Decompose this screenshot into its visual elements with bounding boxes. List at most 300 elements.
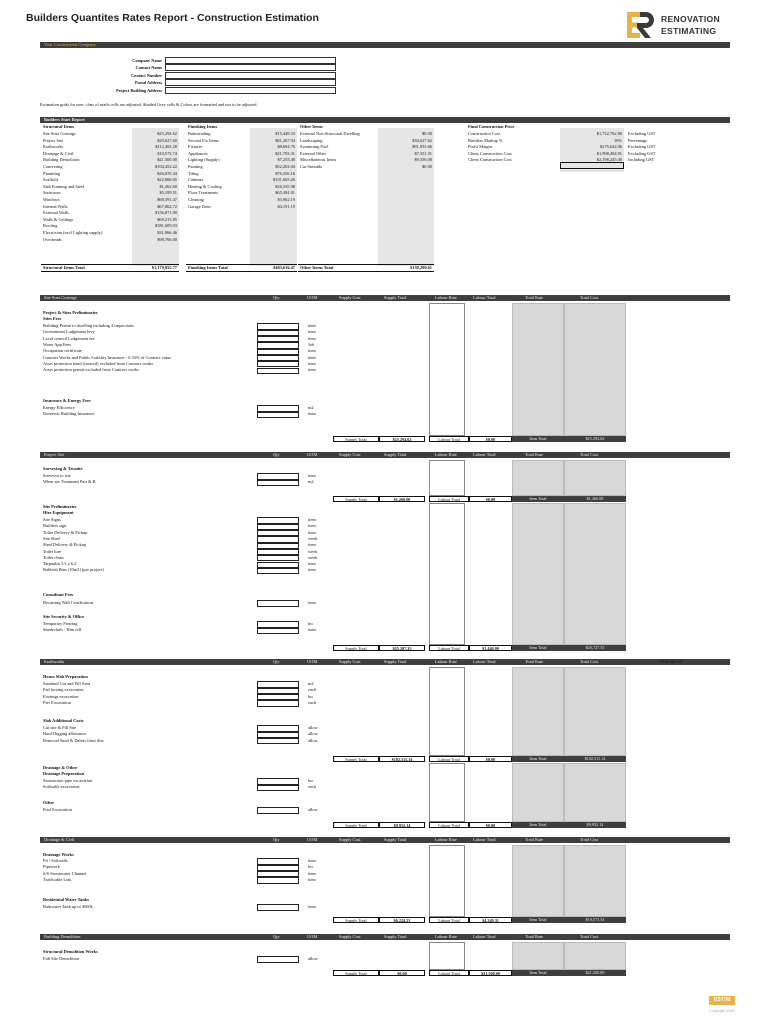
contact-name-input[interactable] [165,64,336,71]
labour-total-value: $0.00 [469,756,512,762]
summary-item-label: Garage Door [188,203,211,209]
line-item-description: Rainwater Tank up to 3000L [43,904,94,909]
summary-item-label: Slab Framing and Steel [43,183,85,189]
total-cost-column [564,763,626,822]
subsection-heading: Structural Demolition Works [43,949,98,954]
summary-item-label: Client Construction Cost [468,150,512,156]
summary-item-value: $81,267.94 [275,137,295,143]
line-item-uom: allow [308,807,318,812]
summary-item-value: $275,642.06 [600,144,622,150]
line-item-uom: item [308,529,316,535]
line-item-uom: item [308,411,316,417]
labour-total-label: Labour Total [429,645,469,651]
section-header-bar [40,934,730,940]
supply-total-label: Supply Total [333,917,379,923]
company-name-row [40,57,300,64]
supply-total-value: $9,952.14 [379,822,425,828]
summary-item-value: $101,665.26 [273,177,295,183]
line-item-description: Toilet clean [43,554,64,560]
summary-item-value: $4,191.19 [277,203,295,209]
summary-item-value: $31,866.46 [157,230,177,235]
line-item-description: Government Lodgement levy [43,329,95,335]
line-item-description: Toilet Delivery & Pickup [43,529,88,535]
column-header-supply-cost: Supply Cost [339,295,361,300]
line-item-uom: lm [308,864,313,870]
item-total-value: $102,511.14 [564,756,626,762]
section-name: Drainage & Civil [44,837,75,842]
column-header-labour-rate: Labour Rate [435,452,457,457]
column-header-supply-total: Supply Total [384,452,407,457]
summary-item-label: Lighting (Supply) [188,157,220,163]
line-item-uom: week [308,554,318,560]
summary-column-header: Other Items [300,124,323,129]
quantity-input[interactable] [257,368,299,374]
project-address-row [40,87,300,94]
supply-total-value: $6,224.23 [379,917,425,923]
column-header-supply-cost: Supply Cost [339,659,361,664]
summary-item-value: $29,627.60 [157,137,177,143]
section-name: Earthworks [44,659,65,664]
summary-item-value: $91,953.66 [412,144,432,150]
column-header-uom: UOM [307,934,318,939]
summary-item-label: Construction Cost [468,131,500,136]
line-item-description: Recurring Wall Certification [43,600,94,605]
column-header-supply-total: Supply Total [384,295,407,300]
line-item-description: Site Shed [43,535,60,541]
field-label: Postal Address [134,80,162,86]
summary-item-tax-note: Percentage [628,137,648,143]
line-item-uom: lm [308,778,313,783]
labour-total-value: $1,440.00 [469,645,512,651]
summary-item-label: Second Fix Items [188,137,219,143]
item-total-value: $26,727.35 [564,645,626,651]
summary-item-label: Building Demolition [43,157,80,163]
line-item-uom: item [308,348,316,354]
line-item-uom: item [308,870,316,876]
company-name-input[interactable] [165,57,336,64]
section-header-bar [40,659,730,665]
summary-item-label: External Other [300,150,326,156]
summary-item-label: Miscellaneous Items [300,157,337,163]
summary-item-tax-note: Excluding GST [628,150,656,156]
footer-logo: ESTIM [709,996,735,1005]
line-item-uom: item [308,329,316,335]
supply-total-value: $25,207.35 [379,645,425,651]
summary-item-value: $21,500.00 [157,157,177,163]
field-label: Contact Number [131,72,162,78]
supply-total-label: Supply Total [333,496,379,502]
summary-item-label: Windows [43,197,60,202]
summary-item-value: $1,722,762.86 [596,131,622,136]
summary-item-label: Cleaning [188,197,204,202]
client-bar-label: Your Construction Company [44,42,96,47]
column-header-supply-cost: Supply Cost [339,837,361,842]
line-item-description: Removal Sand & Debris from Site [43,737,104,743]
summary-column-header: Structural Items [43,124,75,129]
quantity-input[interactable] [257,785,299,791]
line-item-uom: allow [308,737,318,743]
line-item-uom: each [308,687,317,693]
summary-column-header: Final Construction Price [468,124,515,129]
line-item-uom: lm [308,693,313,699]
column-header-labour-rate: Labour Rate [435,934,457,939]
line-item-description: Shed Delivery & Pickup [43,542,87,548]
summary-item-label: Scaffold [43,177,58,183]
summary-item-value: $0.00 [422,164,432,169]
labour-total-label: Labour Total [429,970,469,976]
summary-item-label: Balustrading [188,131,211,136]
quantity-input[interactable] [257,480,299,486]
summary-item-label: Swimming Pool [300,144,329,150]
line-item-description: Pier Excavation [43,699,71,705]
column-header-qty: Qty [273,295,280,300]
summary-item-value: $21,793.31 [275,150,295,156]
item-total-value: $1,260.00 [564,496,626,502]
line-item-uom: m2 [308,479,314,485]
summary-item-value: $30,627.62 [412,137,432,143]
column-header-total-rate: Total Rate [525,659,544,664]
summary-item-value: $68,591.47 [157,197,177,202]
total-rate-column [512,503,564,645]
item-total-label: Item Total [512,436,564,442]
line-item-description: Stormwater pipe excavation [43,778,93,783]
subsection-heading: House Slab Preparation [43,674,88,679]
column-header-labour-total: Labour Total [473,452,496,457]
field-label: Project Building Address [116,87,162,93]
summary-item-label: Earthworks [43,144,64,150]
line-item-description: Toilet hire [43,548,62,554]
total-rate-column [512,460,564,496]
summary-item-value: $1,998,404.91 [596,150,622,156]
section-name: Project Site [44,452,65,457]
summary-item-label: Roofing [43,223,58,229]
line-item-uom: lm [308,621,313,626]
subsection-heading: Drainage & Other [43,765,78,770]
summary-total-value: $463,616.47 [273,265,295,270]
item-total-value: $9,952.14 [564,822,626,828]
summary-item-label: Heating & Cooling [188,183,222,189]
line-item-description: Water App Fees [43,341,71,347]
summary-item-value: $7,351.31 [414,150,432,156]
column-header-total-cost: Total Cost [580,659,599,664]
supply-total-value: $1,260.00 [379,496,425,502]
supply-total-label: Supply Total [333,436,379,442]
client-bar [40,42,730,48]
line-item-description: Pipework [43,864,60,870]
section-header-bar [40,837,730,843]
quantity-input[interactable] [257,877,299,883]
quantity-input[interactable] [257,956,299,962]
column-header-uom: UOM [307,659,318,664]
total-rate-column [512,763,564,822]
column-header-qty: Qty [273,452,280,457]
line-item-description: Contract Works and Public Liability Insurance - 0.33% of Contract value [43,354,172,360]
summary-item-label: Concreting [43,164,63,169]
summary-item-value: $76,356.16 [275,170,295,176]
column-header-uom: UOM [307,295,318,300]
summary-total-label: Structural Items Total [43,265,85,270]
column-header-labour-rate: Labour Rate [435,837,457,842]
labour-total-label: Labour Total [429,756,469,762]
labour-rate-column [429,942,465,970]
line-item-uom: item [308,360,316,366]
section-name: Building Demolition [44,934,81,939]
item-total-label: Item Total [512,496,564,502]
subsection-heading: Insurance & Energy Fees [43,398,91,403]
labour-total-value: $0.00 [469,436,512,442]
line-item-uom: item [308,627,316,633]
subsection-heading: Surveying & Termite [43,466,83,471]
line-item-description: Standard Cut and Fill Area [43,681,91,686]
column-header-labour-total: Labour Total [473,837,496,842]
column-header-total-cost: Total Cost [580,837,599,842]
line-item-uom: allow [308,731,318,737]
item-total-value: $10,573.54 [564,917,626,923]
line-item-uom: week [308,535,318,541]
summary-item-value: $1,262.60 [159,183,177,189]
summary-item-label: Landscaping [300,137,323,143]
summary-item-value: $15,448.33 [275,131,295,136]
total-rate-column [512,303,564,436]
summary-item-label: Car Simulda [300,164,323,169]
line-item-uom: item [308,367,316,373]
summary-item-tax-note: Excluding GST [628,144,656,150]
summary-item-label: Overheads [43,236,62,242]
total-line [41,271,179,272]
labour-total-value: $0.00 [469,822,512,828]
summary-item-value: $381,609.93 [155,223,177,229]
summary-item-value: $25,294.62 [157,131,177,136]
column-header-total-rate: Total Rate [525,295,544,300]
line-item-uom: allow [308,725,318,730]
line-item-uom: m2 [308,405,314,410]
column-header-labour-rate: Labour Rate [435,295,457,300]
line-item-description: Surveyor to site [43,473,71,478]
labour-rate-column [429,503,465,645]
summary-item-label: Fixtures [188,144,203,150]
subsection-heading: Residential Water Tanks [43,897,89,902]
column-header-total-cost: Total Cost [580,452,599,457]
line-item-uom: each [308,699,317,705]
line-item-description: Site Signs [43,517,61,522]
logo-line2: ESTIMATING [661,26,717,36]
section-name: Site Start Costings [44,295,77,300]
report-title: Builders Quantites Rates Report - Construction Estimation [26,12,319,24]
final-price-highlight [560,162,624,169]
column-header-supply-total: Supply Total [384,837,407,842]
labour-rate-column [429,845,465,917]
contact-number-input[interactable] [165,72,336,79]
line-item-description: Asset protection permit excluded from Contract works [43,367,139,373]
summary-item-value: $26,870.44 [157,170,177,176]
field-label: Contact Name [135,65,162,71]
project-address-input[interactable] [165,87,336,94]
subsection-heading: Sites Fees [43,316,62,321]
column-header-supply-cost: Supply Cost [339,452,361,457]
summary-item-value: $104,452.22 [155,164,177,169]
contact-number-row [40,72,300,79]
supply-total-value: $0.00 [379,970,425,976]
line-item-description: Shadecloth - 30m roll [43,627,82,633]
total-line [298,271,434,272]
summary-bar-label: Builders Start Report [44,117,85,122]
line-item-description: Full Site Demolition [43,956,80,961]
line-item-uom: m2 [308,681,314,686]
quantity-input[interactable] [257,412,299,418]
line-item-uom: item [308,561,316,567]
summary-item-value: $156,871.00 [155,210,177,216]
summary-item-label: Floor Treatments [188,190,219,196]
total-rate-column [512,845,564,917]
summary-item-label: External Walls [43,210,69,216]
summary-item-value: $65,384.01 [275,190,295,196]
line-item-description: Occupation certificate [43,348,82,354]
line-item-uom: item [308,600,316,605]
quantity-input[interactable] [257,807,299,813]
summary-column-header: Finishing Items [188,124,218,129]
summary-total-value: $1,179,855.77 [151,265,177,270]
subsection-heading: Project & Sites Preliminaries [43,310,98,315]
supply-total-value: $102,511.14 [379,756,425,762]
line-item-description: Hard Digging allowance [43,731,87,737]
total-rate-column [512,942,564,970]
company-logo [625,9,730,41]
line-item-description: Soilwalls excavation [43,784,80,790]
total-cost-column [564,460,626,496]
line-item-description: Pad footing excavation [43,687,84,693]
summary-item-value: $5,199.51 [159,190,177,196]
line-item-uom: item [308,323,316,328]
summary-item-value: $3,962.19 [277,197,295,202]
line-item-uom: item [308,335,316,341]
quantity-input[interactable] [257,904,299,910]
item-total-label: Item Total [512,970,564,976]
item-total-value: $21,500.00 [564,970,626,976]
section-header-bar [40,452,730,458]
line-item-uom: allow [308,956,318,961]
summary-item-label: Drainage & Civil [43,150,74,156]
subsection-heading: Site Security & Office [43,614,85,619]
summary-item-label: Builders Markup % [468,137,503,143]
quantity-input[interactable] [257,568,299,574]
summary-item-label: Tiling [188,170,199,176]
summary-item-tax-note: Excluding GST [628,131,656,136]
summary-item-label: Plumbing [43,170,61,176]
summary-item-value: $52,263.04 [275,164,295,169]
summary-item-label: Electrician (excl Lighting supply) [43,230,103,235]
line-item-uom: item [308,473,316,478]
summary-item-label: Cabinets [188,177,204,183]
line-item-uom: item [308,876,316,882]
summary-item-label: Project Site [43,137,64,143]
column-header-labour-rate: Labour Rate [435,659,457,664]
supply-total-label: Supply Total [333,756,379,762]
contact-name-row [40,64,300,71]
column-header-total-rate: Total Rate [525,452,544,457]
line-item-description: Energy Efficiency [43,405,75,410]
labour-total-label: Labour Total [429,917,469,923]
summary-item-label: Painting [188,164,203,169]
line-item-description: Domestic Building Insurance [43,411,95,417]
line-item-uom: item [308,567,316,573]
subsection-heading: Other [43,800,55,805]
line-item-uom: each [308,784,317,790]
quantity-input[interactable] [257,700,299,706]
total-cost-column [564,667,626,756]
column-header-supply-total: Supply Total [384,934,407,939]
line-item-uom: item [308,354,316,360]
quantity-input[interactable] [257,600,299,606]
summary-item-label: Staircases [43,190,61,196]
summary-item-value: $9,356.00 [414,157,432,163]
line-item-uom: item [308,517,316,522]
summary-item-label: Appliances [188,150,208,156]
column-header-supply-total: Supply Total [384,659,407,664]
supply-total-value: $25,294.62 [379,436,425,442]
line-item-description: Footings excavation [43,693,79,699]
line-item-description: Local council Lodgement fee [43,335,95,341]
postal-address-row [40,79,300,86]
labour-total-value: $4,349.31 [469,917,512,923]
summary-bar [40,117,730,123]
labour-rate-column [429,667,465,756]
summary-item-value: $10,573.74 [157,150,177,156]
column-header-qty: Qty [273,934,280,939]
total-cost-column [564,845,626,917]
logo-line1: RENOVATION [661,14,721,24]
line-item-description: S/S Stormwater Channel [43,870,87,876]
supply-total-label: Supply Total [333,645,379,651]
summary-item-label: Client Construction Cost [468,157,512,163]
item-total-label: Item Total [512,822,564,828]
instructions-note: Estimation grids for user, class of mails cells are adjusted. Shaded Grey cells & Colors are formatted and not to be adjusted. [40,102,258,107]
line-item-uom: Job [308,341,315,347]
subsection-heading: Drainage Preparation [43,771,85,776]
subsection-heading: Drainage Works [43,852,74,857]
line-item-description: Building Permit to dwelling including 4 inspections [43,323,134,328]
subsection-heading: Slab Additional Costs [43,718,84,723]
total-cost-column [564,503,626,645]
column-header-uom: UOM [307,452,318,457]
item-total-label: Item Total [512,917,564,923]
column-header-supply-cost: Supply Cost [339,934,361,939]
line-item-uom: week [308,548,318,554]
labour-rate-column [429,460,465,496]
summary-item-label: Internal Walls [43,203,68,209]
summary-item-value: $7,255.40 [277,157,295,163]
labour-rate-column [429,763,465,822]
line-item-description: Rubbish Bins (10m3) (per project) [43,567,104,573]
total-rate-column [512,667,564,756]
summary-item-value: $112,463.28 [155,144,177,150]
quantity-input[interactable] [257,738,299,744]
summary-item-value: $22,866.65 [157,177,177,183]
labour-total-value: $21,500.00 [469,970,512,976]
quantity-input[interactable] [257,628,299,634]
labour-rate-column [429,303,465,436]
subsection-heading: Consultant Fees [43,592,74,597]
line-item-description: Builders sign [43,523,67,529]
summary-item-value: $69,213.85 [157,216,177,222]
postal-address-input[interactable] [165,79,336,86]
line-item-description: Trafficable Lids [43,876,72,882]
line-item-description: Pool Excavation [43,807,72,812]
line-item-description: Cut site & Fill Site [43,725,77,730]
total-cost-column [564,942,626,970]
total-line [186,271,297,272]
item-total-value: $25,294.62 [564,436,626,442]
section-header-bar [40,295,730,301]
